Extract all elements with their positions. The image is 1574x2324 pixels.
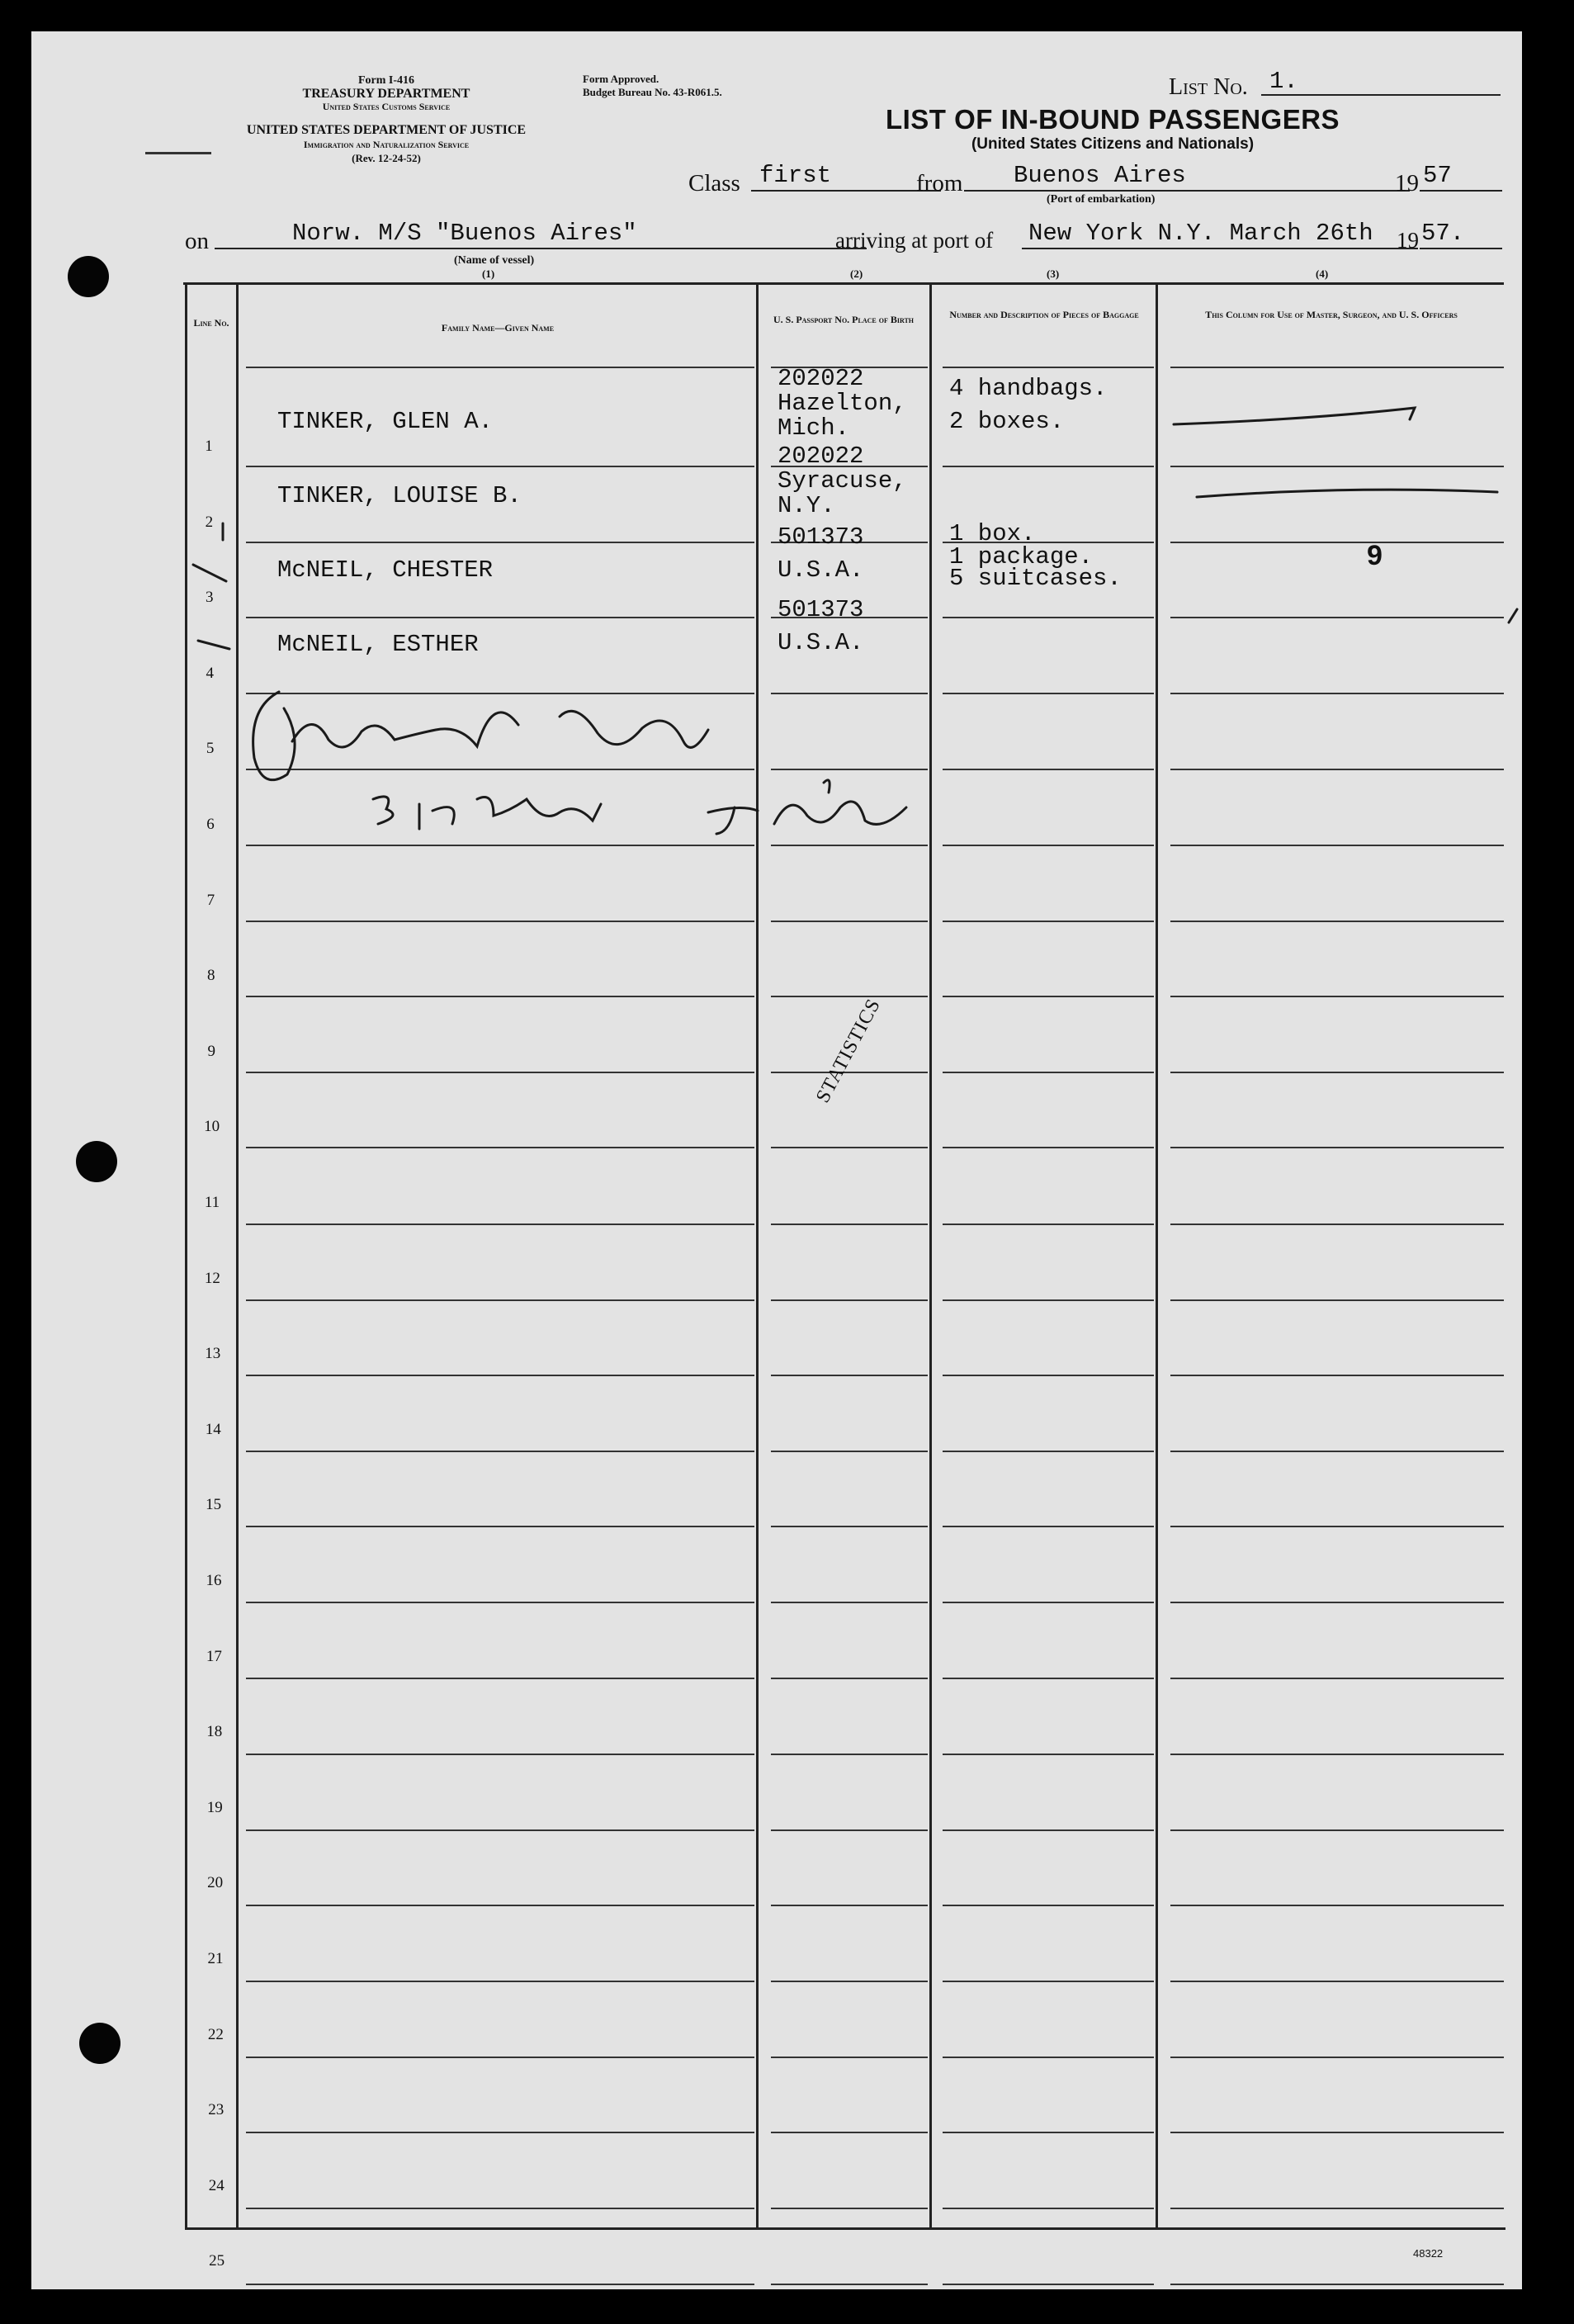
margin-mark <box>1509 609 1517 622</box>
line-number: 22 <box>207 2026 224 2043</box>
officer-check-2 <box>1197 490 1497 497</box>
passenger-2-birth-2: N.Y. <box>778 492 835 519</box>
line-number: 13 <box>205 1345 221 1362</box>
year-value: 57 <box>1423 162 1452 189</box>
passenger-3-baggage-1: 1 box. <box>949 520 1036 547</box>
passenger-4-birth: U.S.A. <box>778 629 864 656</box>
col-header-officers: This Column for Use of Master, Surgeon, and U. S. Officers <box>1205 309 1458 320</box>
handwritten-initials <box>708 780 906 834</box>
line-number: 24 <box>208 2177 225 2194</box>
passenger-3-birth: U.S.A. <box>778 556 864 584</box>
class-value: first <box>759 162 832 189</box>
passenger-2-birth: Syracuse, <box>778 467 907 495</box>
passenger-1-passport: 202022 <box>778 365 864 392</box>
passenger-2-name: TINKER, LOUISE B. <box>277 482 522 509</box>
line-number: 16 <box>206 1572 222 1589</box>
passenger-4-name: McNEIL, ESTHER <box>277 631 479 658</box>
passenger-4-passport: 501373 <box>778 596 864 623</box>
handwriting-overlay <box>31 31 1522 2289</box>
col-4-number: (4) <box>1316 267 1329 280</box>
passenger-1-baggage-1: 4 handbags. <box>949 375 1108 402</box>
line-number: 12 <box>204 1270 220 1287</box>
passenger-3-passport: 501373 <box>778 523 864 551</box>
line-number: 6 <box>206 816 215 833</box>
arrival-year-prefix: 19 <box>1397 228 1419 253</box>
line-number: 7 <box>206 892 215 909</box>
line-number: 25 <box>209 2252 225 2270</box>
inspector-signature <box>253 692 708 780</box>
passenger-1-baggage-2: 2 boxes. <box>949 408 1065 435</box>
line-number: 14 <box>205 1421 221 1438</box>
arrival-year-value: 57. <box>1421 220 1465 247</box>
treasury-department: TREASURY DEPARTMENT <box>302 87 470 101</box>
line-number: 5 <box>206 740 215 757</box>
form-code: 48322 <box>1413 2247 1444 2260</box>
line-number: 17 <box>206 1648 222 1665</box>
port-embarkation-caption: (Port of embarkation) <box>1047 193 1156 206</box>
handwritten-date <box>373 797 601 829</box>
col-2-number: (2) <box>850 267 863 280</box>
line-number: 18 <box>206 1723 223 1740</box>
line-number: 15 <box>206 1496 222 1513</box>
form-number: Form I-416 <box>357 74 415 87</box>
line-number: 19 <box>206 1799 223 1816</box>
justice-department: UNITED STATES DEPARTMENT OF JUSTICE <box>246 123 527 137</box>
col-header-line-no: Line No. <box>193 317 229 329</box>
form-approved: Form Approved. <box>583 73 659 85</box>
col-1-number: (1) <box>482 267 495 280</box>
customs-service: United States Customs Service <box>322 101 451 112</box>
vessel-value: Norw. M/S "Buenos Aires" <box>292 220 637 247</box>
arriving-value: New York N.Y. March 26th <box>1028 220 1373 247</box>
line-number: 21 <box>207 1950 224 1967</box>
line-number: 3 <box>206 589 214 606</box>
col-header-passport: U. S. Passport No. Place of Birth <box>773 314 914 325</box>
on-label: on <box>185 228 209 254</box>
tick-mark-4 <box>198 641 229 649</box>
tick-mark-3 <box>193 565 226 581</box>
ins-label: Immigration and Naturalization Service <box>303 139 470 150</box>
page-subtitle: (United States Citizens and Nationals) <box>971 135 1255 153</box>
line-number: 1 <box>205 438 213 455</box>
vessel-caption: (Name of vessel) <box>454 254 535 267</box>
from-value: Buenos Aires <box>1014 162 1186 189</box>
passenger-1-name: TINKER, GLEN A. <box>277 408 494 435</box>
line-number: 20 <box>207 1874 224 1891</box>
col-3-number: (3) <box>1047 267 1060 280</box>
col-header-name: Family Name—Given Name <box>441 322 555 334</box>
col-header-baggage: Number and Description of Pieces of Baggage <box>949 309 1139 320</box>
class-label: Class <box>688 170 740 196</box>
line-number: 9 <box>207 1043 215 1060</box>
officer-count: 9 <box>1367 540 1383 571</box>
officer-check-1 <box>1174 408 1415 424</box>
year-prefix: 19 <box>1395 170 1419 196</box>
passenger-3-baggage-2: 1 package. <box>949 543 1094 570</box>
line-number: 2 <box>205 514 214 531</box>
passenger-1-birth-2: Mich. <box>778 414 850 442</box>
arriving-label: arriving at port of <box>835 228 994 253</box>
statistics-stamp: STATISTICS <box>812 995 886 1107</box>
budget-bureau: Budget Bureau No. 43-R061.5. <box>583 86 722 98</box>
passenger-3-name: McNEIL, CHESTER <box>277 556 494 584</box>
form-sheet <box>31 31 1522 2289</box>
line-number: 8 <box>207 967 215 984</box>
passenger-3-baggage-3: 5 suitcases. <box>949 565 1122 592</box>
page-title: LIST OF IN-BOUND PASSENGERS <box>885 104 1340 135</box>
line-number: 4 <box>206 665 214 682</box>
from-label: from <box>916 170 963 196</box>
passenger-2-passport: 202022 <box>778 443 864 470</box>
list-no-value: 1. <box>1269 68 1298 95</box>
list-no-label: List No. <box>1169 74 1248 100</box>
passenger-1-birth: Hazelton, <box>778 390 907 417</box>
line-number: 23 <box>208 2101 225 2118</box>
line-number: 10 <box>204 1118 220 1135</box>
revision-label: (Rev. 12-24-52) <box>352 152 421 164</box>
line-number: 11 <box>204 1194 220 1211</box>
